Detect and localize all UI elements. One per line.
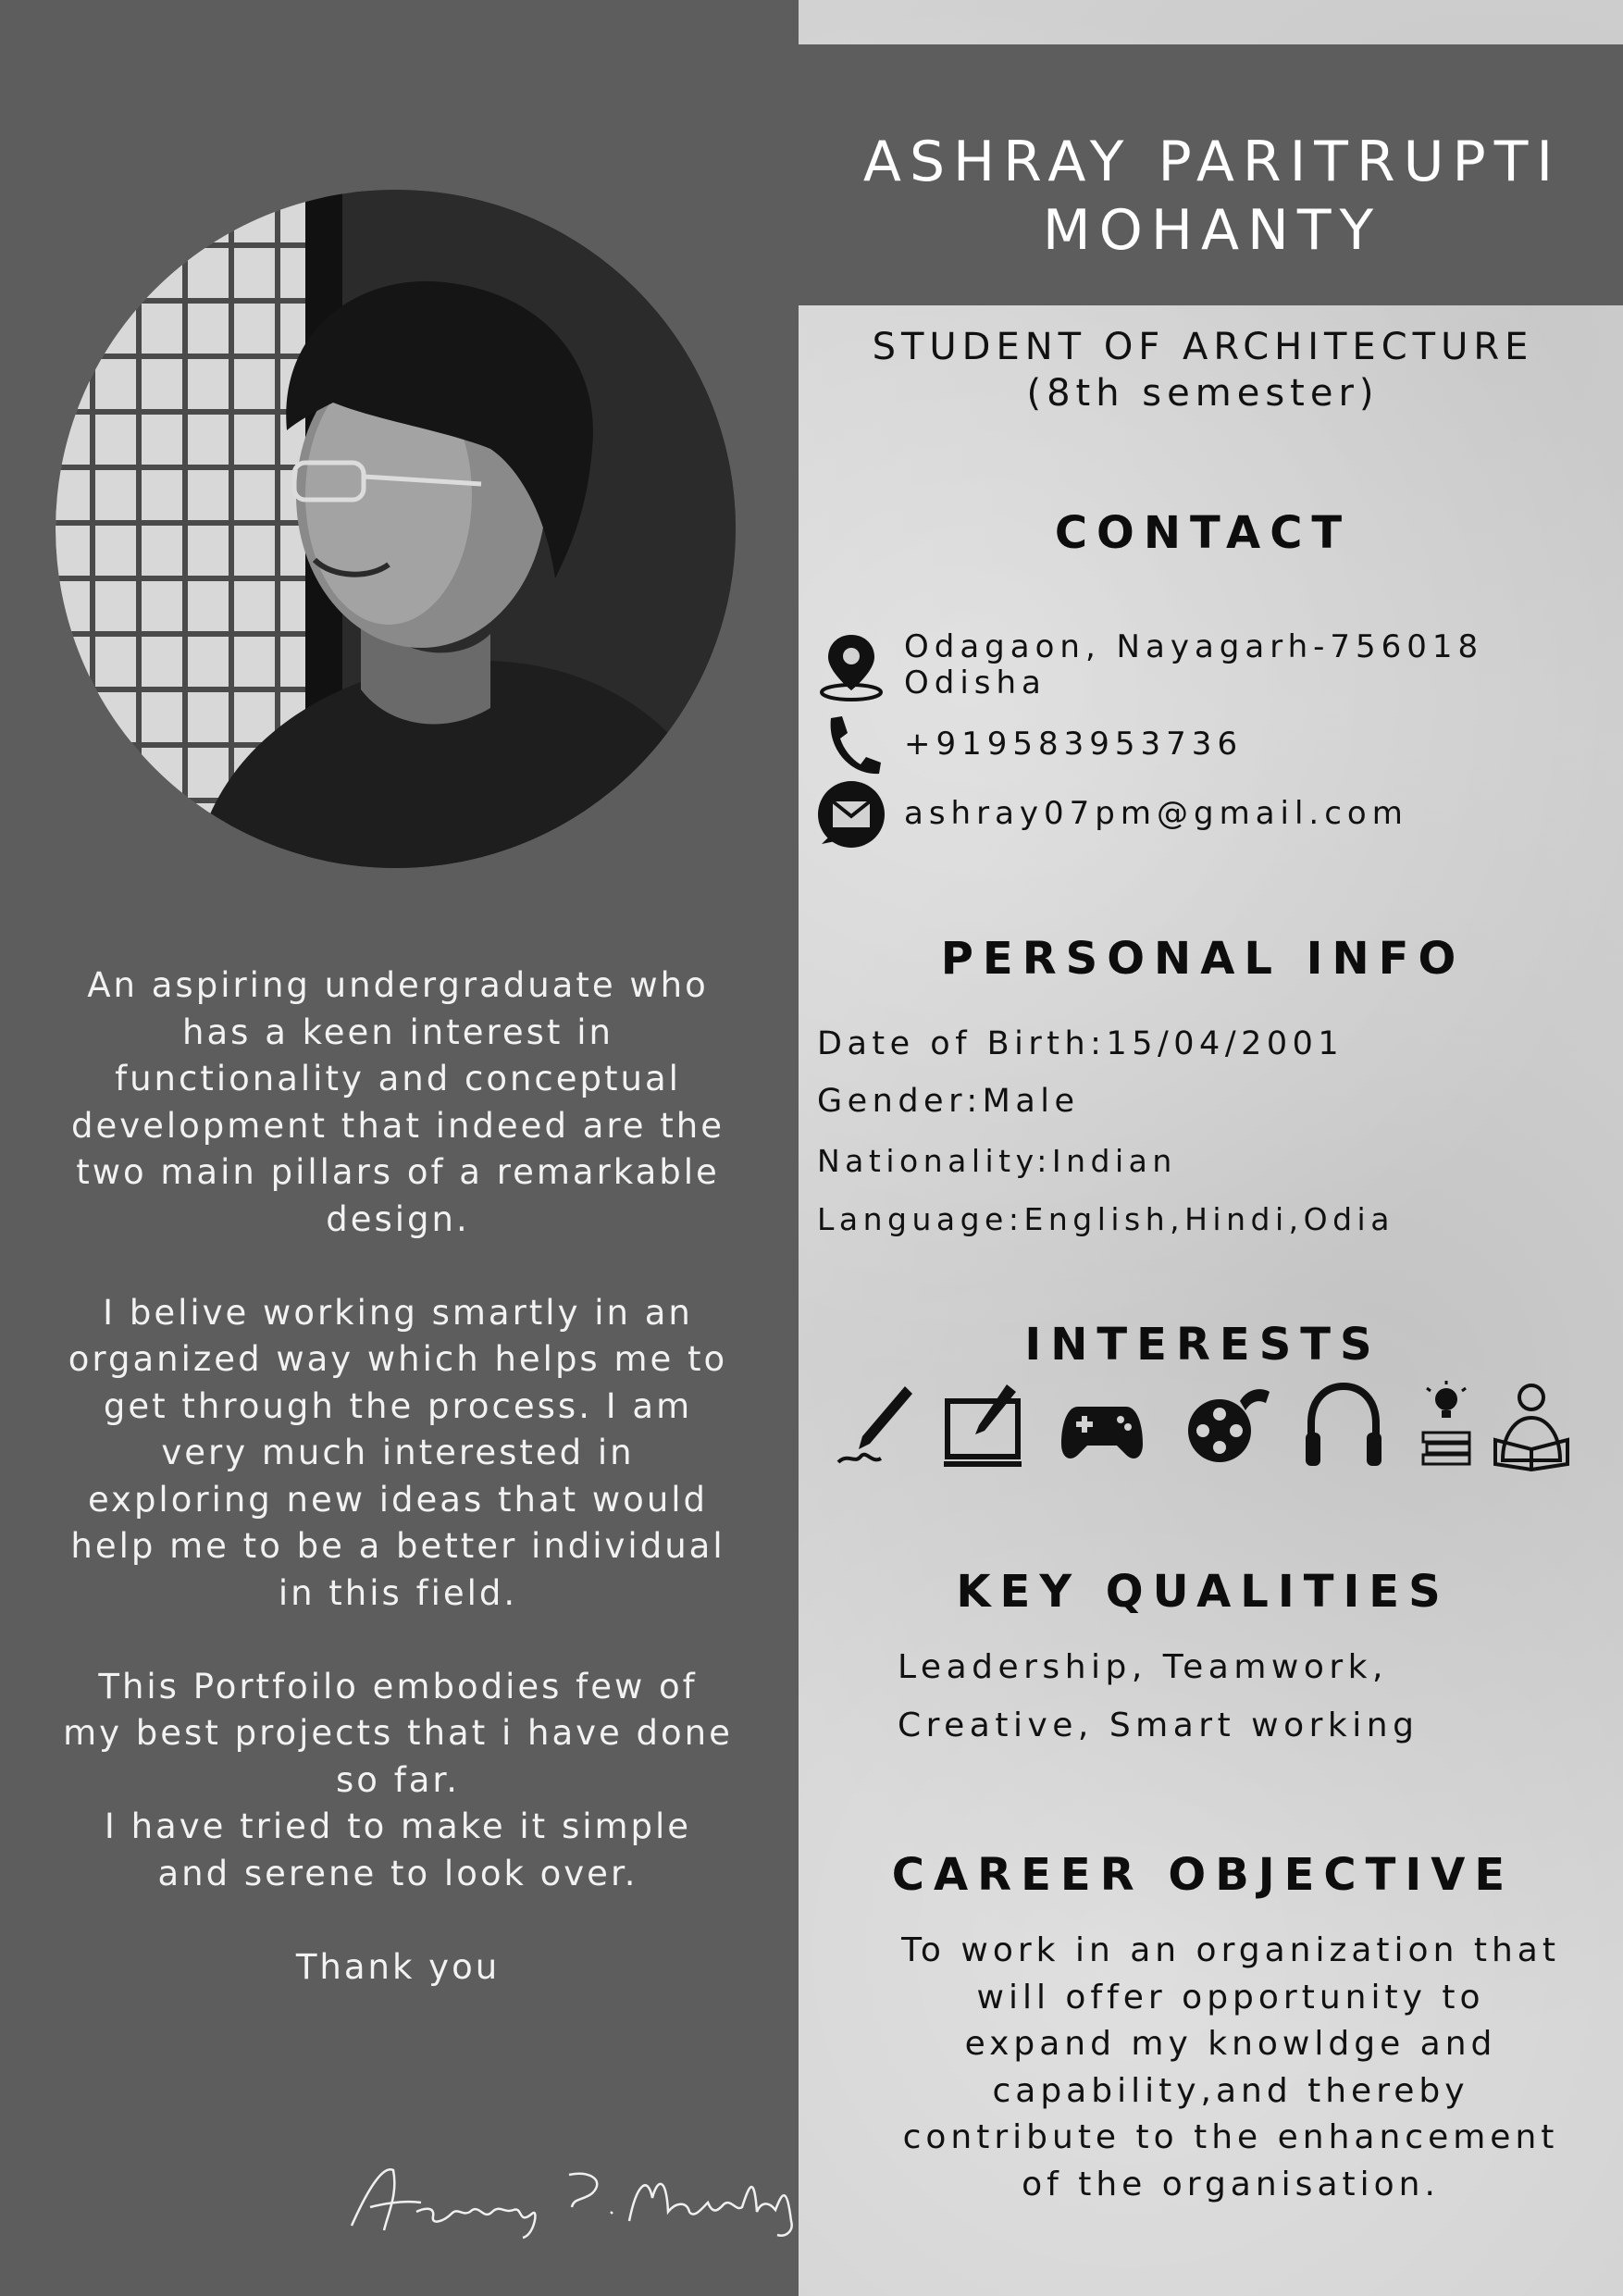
contact-phone: +919583953736: [904, 726, 1244, 763]
contact-email-row: [814, 779, 1592, 853]
mail-icon: [814, 779, 888, 853]
key-qualities-heading: KEY QUALITIES: [956, 1566, 1450, 1618]
film-reel-icon: [1184, 1379, 1272, 1471]
profile-photo: [56, 190, 736, 868]
profile-photo-illustration: [56, 190, 736, 868]
language: Language:English,Hindi,Odia: [817, 1201, 1394, 1237]
career-objective-heading: CAREER OBJECTIVE: [891, 1849, 1515, 1901]
nationality: Nationality:Indian: [817, 1143, 1177, 1179]
key-qualities-text: Leadership, Teamwork, Creative, Smart working: [898, 1648, 1419, 1744]
gender: Gender:Male: [817, 1083, 1080, 1120]
dob: Date of Birth:15/04/2001: [817, 1025, 1344, 1062]
personal-info-heading: PERSONAL INFO: [940, 933, 1466, 985]
contact-heading: CONTACT: [1054, 507, 1352, 559]
headphones-icon: [1300, 1379, 1388, 1471]
reading-icon: [1490, 1379, 1573, 1471]
contact-phone-row: [814, 713, 1592, 777]
sketching-icon: [833, 1379, 916, 1471]
candidate-name: ASHRAY PARITRUPTI MOHANTY: [862, 130, 1562, 263]
books-idea-icon: [1414, 1379, 1479, 1471]
signature: [342, 2156, 805, 2240]
interests-heading: INTERESTS: [1024, 1319, 1381, 1371]
contact-email: ashray07pm@gmail.com: [904, 795, 1408, 832]
contact-address-row: [814, 629, 1592, 703]
phone-icon: [814, 713, 888, 777]
interests-icons: [833, 1379, 1573, 1471]
location-pin-icon: [814, 629, 888, 703]
candidate-subtitle: STUDENT OF ARCHITECTURE (8th semester): [872, 326, 1534, 415]
contact-address: Odagaon, Nayagarh-756018 Odisha: [904, 628, 1484, 701]
career-objective-text: To work in an organization that will offer opportunity to expand my knowldge and capability,and thereby contribute to the enhancement of the organisation.: [901, 1931, 1560, 2203]
drawing-tablet-icon: [942, 1379, 1025, 1471]
game-controller-icon: [1059, 1388, 1145, 1471]
bio-text: An aspiring undergraduate who has a keen interest in functionality and conceptual development that indeed are the two main pillars of a remarkable design. I belive working smartly in an organized way which helps me to get through the process. I am very much interested in exploring new ideas that would help me to be a better individual in this field. This Portfoilo embodies few of my best projects that i have done so far. I have tried to make it simple and serene to look over. Thank you: [63, 965, 733, 1987]
